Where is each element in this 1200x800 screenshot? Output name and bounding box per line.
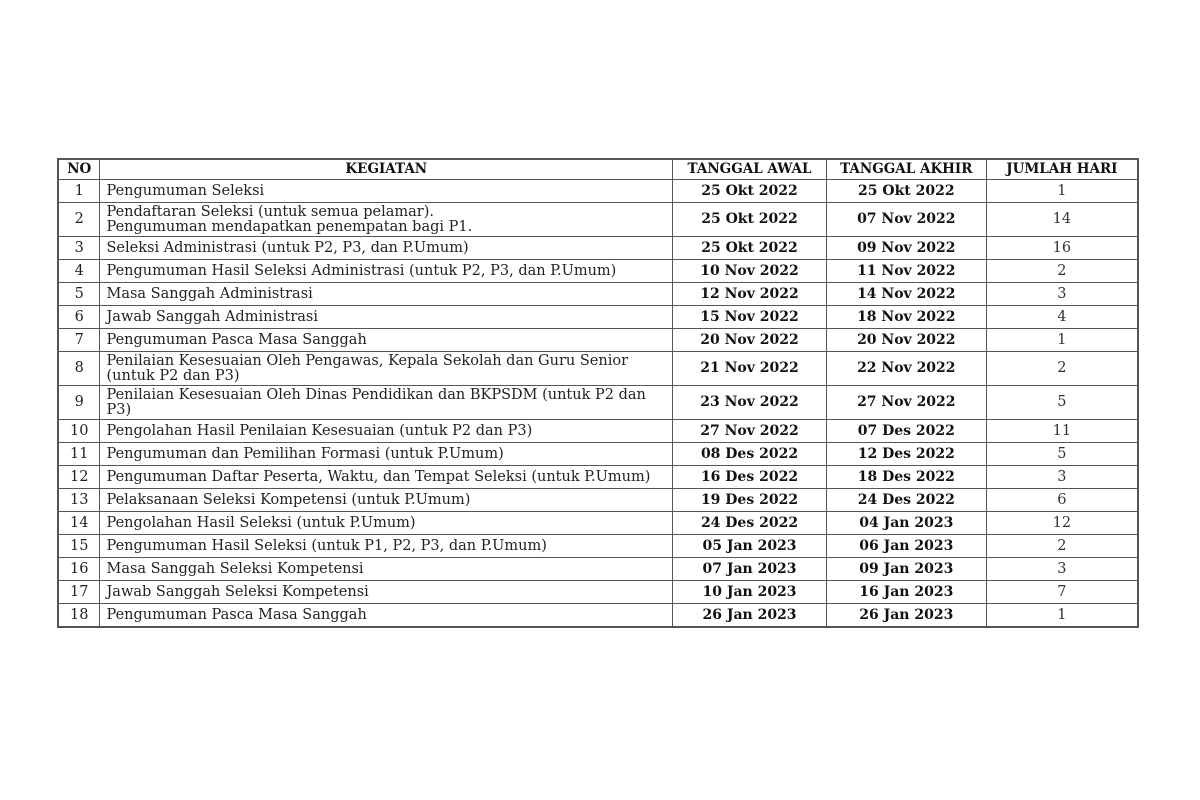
kegiatan-line: Jawab Sanggah Administrasi [106, 308, 319, 325]
cell-tanggal-akhir: 18 Nov 2022 [826, 306, 986, 329]
kegiatan-line: Pengolahan Hasil Seleksi (untuk P.Umum) [106, 514, 416, 531]
cell-tanggal-awal: 15 Nov 2022 [673, 306, 827, 329]
schedule-table [57, 158, 1139, 628]
cell-jumlah-hari: 14 [986, 203, 1138, 237]
kegiatan-line: Penilaian Kesesuaian Oleh Pengawas, Kepala Sekolah dan Guru Senior [106, 352, 629, 369]
cell-tanggal-akhir: 11 Nov 2022 [826, 260, 986, 283]
cell-kegiatan [100, 386, 673, 420]
cell-tanggal-awal: 10 Nov 2022 [673, 260, 827, 283]
cell-no: 7 [58, 329, 100, 352]
cell-no: 3 [58, 237, 100, 260]
cell-no: 14 [58, 512, 100, 535]
kegiatan-line: Pengumuman dan Pemilihan Formasi (untuk P.Umum) [106, 445, 504, 462]
table-row [58, 512, 1138, 535]
cell-kegiatan [100, 558, 673, 581]
cell-tanggal-awal: 16 Des 2022 [673, 466, 827, 489]
cell-kegiatan [100, 203, 673, 237]
cell-tanggal-akhir: 16 Jan 2023 [826, 581, 986, 604]
kegiatan-line: Seleksi Administrasi (untuk P2, P3, dan P.Umum) [106, 239, 469, 256]
cell-kegiatan [100, 489, 673, 512]
table-row [58, 420, 1138, 443]
cell-no: 18 [58, 604, 100, 628]
kegiatan-line: Masa Sanggah Seleksi Kompetensi [106, 560, 364, 577]
cell-jumlah-hari: 2 [986, 260, 1138, 283]
cell-no: 2 [58, 203, 100, 237]
cell-no: 15 [58, 535, 100, 558]
cell-tanggal-awal: 20 Nov 2022 [673, 329, 827, 352]
table-row [58, 283, 1138, 306]
header-tanggal-akhir: TANGGAL AKHIR [826, 159, 986, 180]
cell-tanggal-akhir: 24 Des 2022 [826, 489, 986, 512]
kegiatan-line: Penilaian Kesesuaian Oleh Dinas Pendidikan dan BKPSDM (untuk P2 dan [106, 386, 646, 403]
cell-kegiatan [100, 329, 673, 352]
cell-jumlah-hari: 2 [986, 352, 1138, 386]
cell-tanggal-akhir: 25 Okt 2022 [826, 180, 986, 203]
table-row [58, 466, 1138, 489]
table-row [58, 306, 1138, 329]
cell-tanggal-akhir: 09 Jan 2023 [826, 558, 986, 581]
cell-tanggal-awal: 07 Jan 2023 [673, 558, 827, 581]
cell-no: 16 [58, 558, 100, 581]
cell-kegiatan [100, 180, 673, 203]
kegiatan-line: P3) [106, 401, 132, 418]
cell-kegiatan [100, 512, 673, 535]
cell-tanggal-awal: 05 Jan 2023 [673, 535, 827, 558]
cell-tanggal-akhir: 07 Nov 2022 [826, 203, 986, 237]
cell-tanggal-awal: 08 Des 2022 [673, 443, 827, 466]
cell-no: 4 [58, 260, 100, 283]
table-row [58, 237, 1138, 260]
cell-tanggal-akhir: 09 Nov 2022 [826, 237, 986, 260]
kegiatan-line: Pengumuman Seleksi [106, 182, 265, 199]
cell-jumlah-hari: 1 [986, 604, 1138, 628]
cell-kegiatan [100, 604, 673, 628]
kegiatan-line: Pengolahan Hasil Penilaian Kesesuaian (untuk P2 dan P3) [106, 422, 533, 439]
cell-tanggal-awal: 10 Jan 2023 [673, 581, 827, 604]
table-row [58, 443, 1138, 466]
kegiatan-line: Pengumuman Daftar Peserta, Waktu, dan Tempat Seleksi (untuk P.Umum) [106, 468, 651, 485]
cell-no: 10 [58, 420, 100, 443]
cell-kegiatan [100, 420, 673, 443]
cell-kegiatan [100, 260, 673, 283]
header-kegiatan: KEGIATAN [100, 159, 673, 180]
cell-tanggal-awal: 26 Jan 2023 [673, 604, 827, 628]
kegiatan-line: Pendaftaran Seleksi (untuk semua pelamar). [106, 203, 435, 220]
cell-jumlah-hari: 12 [986, 512, 1138, 535]
table-row [58, 489, 1138, 512]
cell-kegiatan [100, 352, 673, 386]
cell-jumlah-hari: 11 [986, 420, 1138, 443]
cell-tanggal-akhir: 22 Nov 2022 [826, 352, 986, 386]
table-row [58, 604, 1138, 628]
header-jumlah-hari: JUMLAH HARI [986, 159, 1138, 180]
cell-tanggal-akhir: 14 Nov 2022 [826, 283, 986, 306]
cell-jumlah-hari: 6 [986, 489, 1138, 512]
kegiatan-line: Pengumuman Hasil Seleksi Administrasi (untuk P2, P3, dan P.Umum) [106, 262, 617, 279]
kegiatan-line: Pengumuman Pasca Masa Sanggah [106, 331, 367, 348]
table-row [58, 329, 1138, 352]
cell-no: 8 [58, 352, 100, 386]
kegiatan-line: Pengumuman mendapatkan penempatan bagi P1. [106, 218, 473, 235]
table-row [58, 558, 1138, 581]
cell-jumlah-hari: 16 [986, 237, 1138, 260]
cell-tanggal-awal: 25 Okt 2022 [673, 180, 827, 203]
cell-no: 17 [58, 581, 100, 604]
cell-no: 13 [58, 489, 100, 512]
cell-tanggal-awal: 23 Nov 2022 [673, 386, 827, 420]
cell-tanggal-akhir: 07 Des 2022 [826, 420, 986, 443]
cell-tanggal-akhir: 27 Nov 2022 [826, 386, 986, 420]
cell-tanggal-akhir: 20 Nov 2022 [826, 329, 986, 352]
cell-jumlah-hari: 4 [986, 306, 1138, 329]
cell-tanggal-awal: 25 Okt 2022 [673, 203, 827, 237]
cell-tanggal-awal: 12 Nov 2022 [673, 283, 827, 306]
cell-tanggal-akhir: 18 Des 2022 [826, 466, 986, 489]
table-row [58, 352, 1138, 386]
cell-kegiatan [100, 443, 673, 466]
cell-no: 12 [58, 466, 100, 489]
cell-tanggal-akhir: 26 Jan 2023 [826, 604, 986, 628]
header-tanggal-awal: TANGGAL AWAL [673, 159, 827, 180]
cell-no: 6 [58, 306, 100, 329]
cell-kegiatan [100, 237, 673, 260]
table-row [58, 180, 1138, 203]
cell-tanggal-awal: 27 Nov 2022 [673, 420, 827, 443]
cell-kegiatan [100, 466, 673, 489]
cell-jumlah-hari: 7 [986, 581, 1138, 604]
cell-jumlah-hari: 1 [986, 180, 1138, 203]
header-row [58, 159, 1138, 180]
table-row [58, 386, 1138, 420]
cell-no: 9 [58, 386, 100, 420]
kegiatan-line: Jawab Sanggah Seleksi Kompetensi [106, 583, 369, 600]
cell-jumlah-hari: 3 [986, 466, 1138, 489]
cell-tanggal-awal: 25 Okt 2022 [673, 237, 827, 260]
cell-tanggal-akhir: 06 Jan 2023 [826, 535, 986, 558]
header-no: NO [58, 159, 100, 180]
table-row [58, 203, 1138, 237]
cell-tanggal-awal: 24 Des 2022 [673, 512, 827, 535]
cell-no: 5 [58, 283, 100, 306]
cell-kegiatan [100, 283, 673, 306]
kegiatan-line: Masa Sanggah Administrasi [106, 285, 313, 302]
cell-jumlah-hari: 3 [986, 283, 1138, 306]
cell-tanggal-awal: 21 Nov 2022 [673, 352, 827, 386]
cell-jumlah-hari: 2 [986, 535, 1138, 558]
kegiatan-line: (untuk P2 dan P3) [106, 367, 240, 384]
cell-tanggal-awal: 19 Des 2022 [673, 489, 827, 512]
cell-jumlah-hari: 3 [986, 558, 1138, 581]
cell-no: 11 [58, 443, 100, 466]
cell-jumlah-hari: 1 [986, 329, 1138, 352]
cell-no: 1 [58, 180, 100, 203]
table-body [58, 180, 1138, 628]
cell-tanggal-akhir: 12 Des 2022 [826, 443, 986, 466]
table-row [58, 260, 1138, 283]
cell-tanggal-akhir: 04 Jan 2023 [826, 512, 986, 535]
table-row [58, 535, 1138, 558]
cell-jumlah-hari: 5 [986, 386, 1138, 420]
kegiatan-line: Pelaksanaan Seleksi Kompetensi (untuk P.Umum) [106, 491, 471, 508]
cell-kegiatan [100, 535, 673, 558]
cell-kegiatan [100, 306, 673, 329]
kegiatan-line: Pengumuman Pasca Masa Sanggah [106, 606, 367, 623]
kegiatan-line: Pengumuman Hasil Seleksi (untuk P1, P2, P3, dan P.Umum) [106, 537, 547, 554]
cell-jumlah-hari: 5 [986, 443, 1138, 466]
table-row [58, 581, 1138, 604]
cell-kegiatan [100, 581, 673, 604]
